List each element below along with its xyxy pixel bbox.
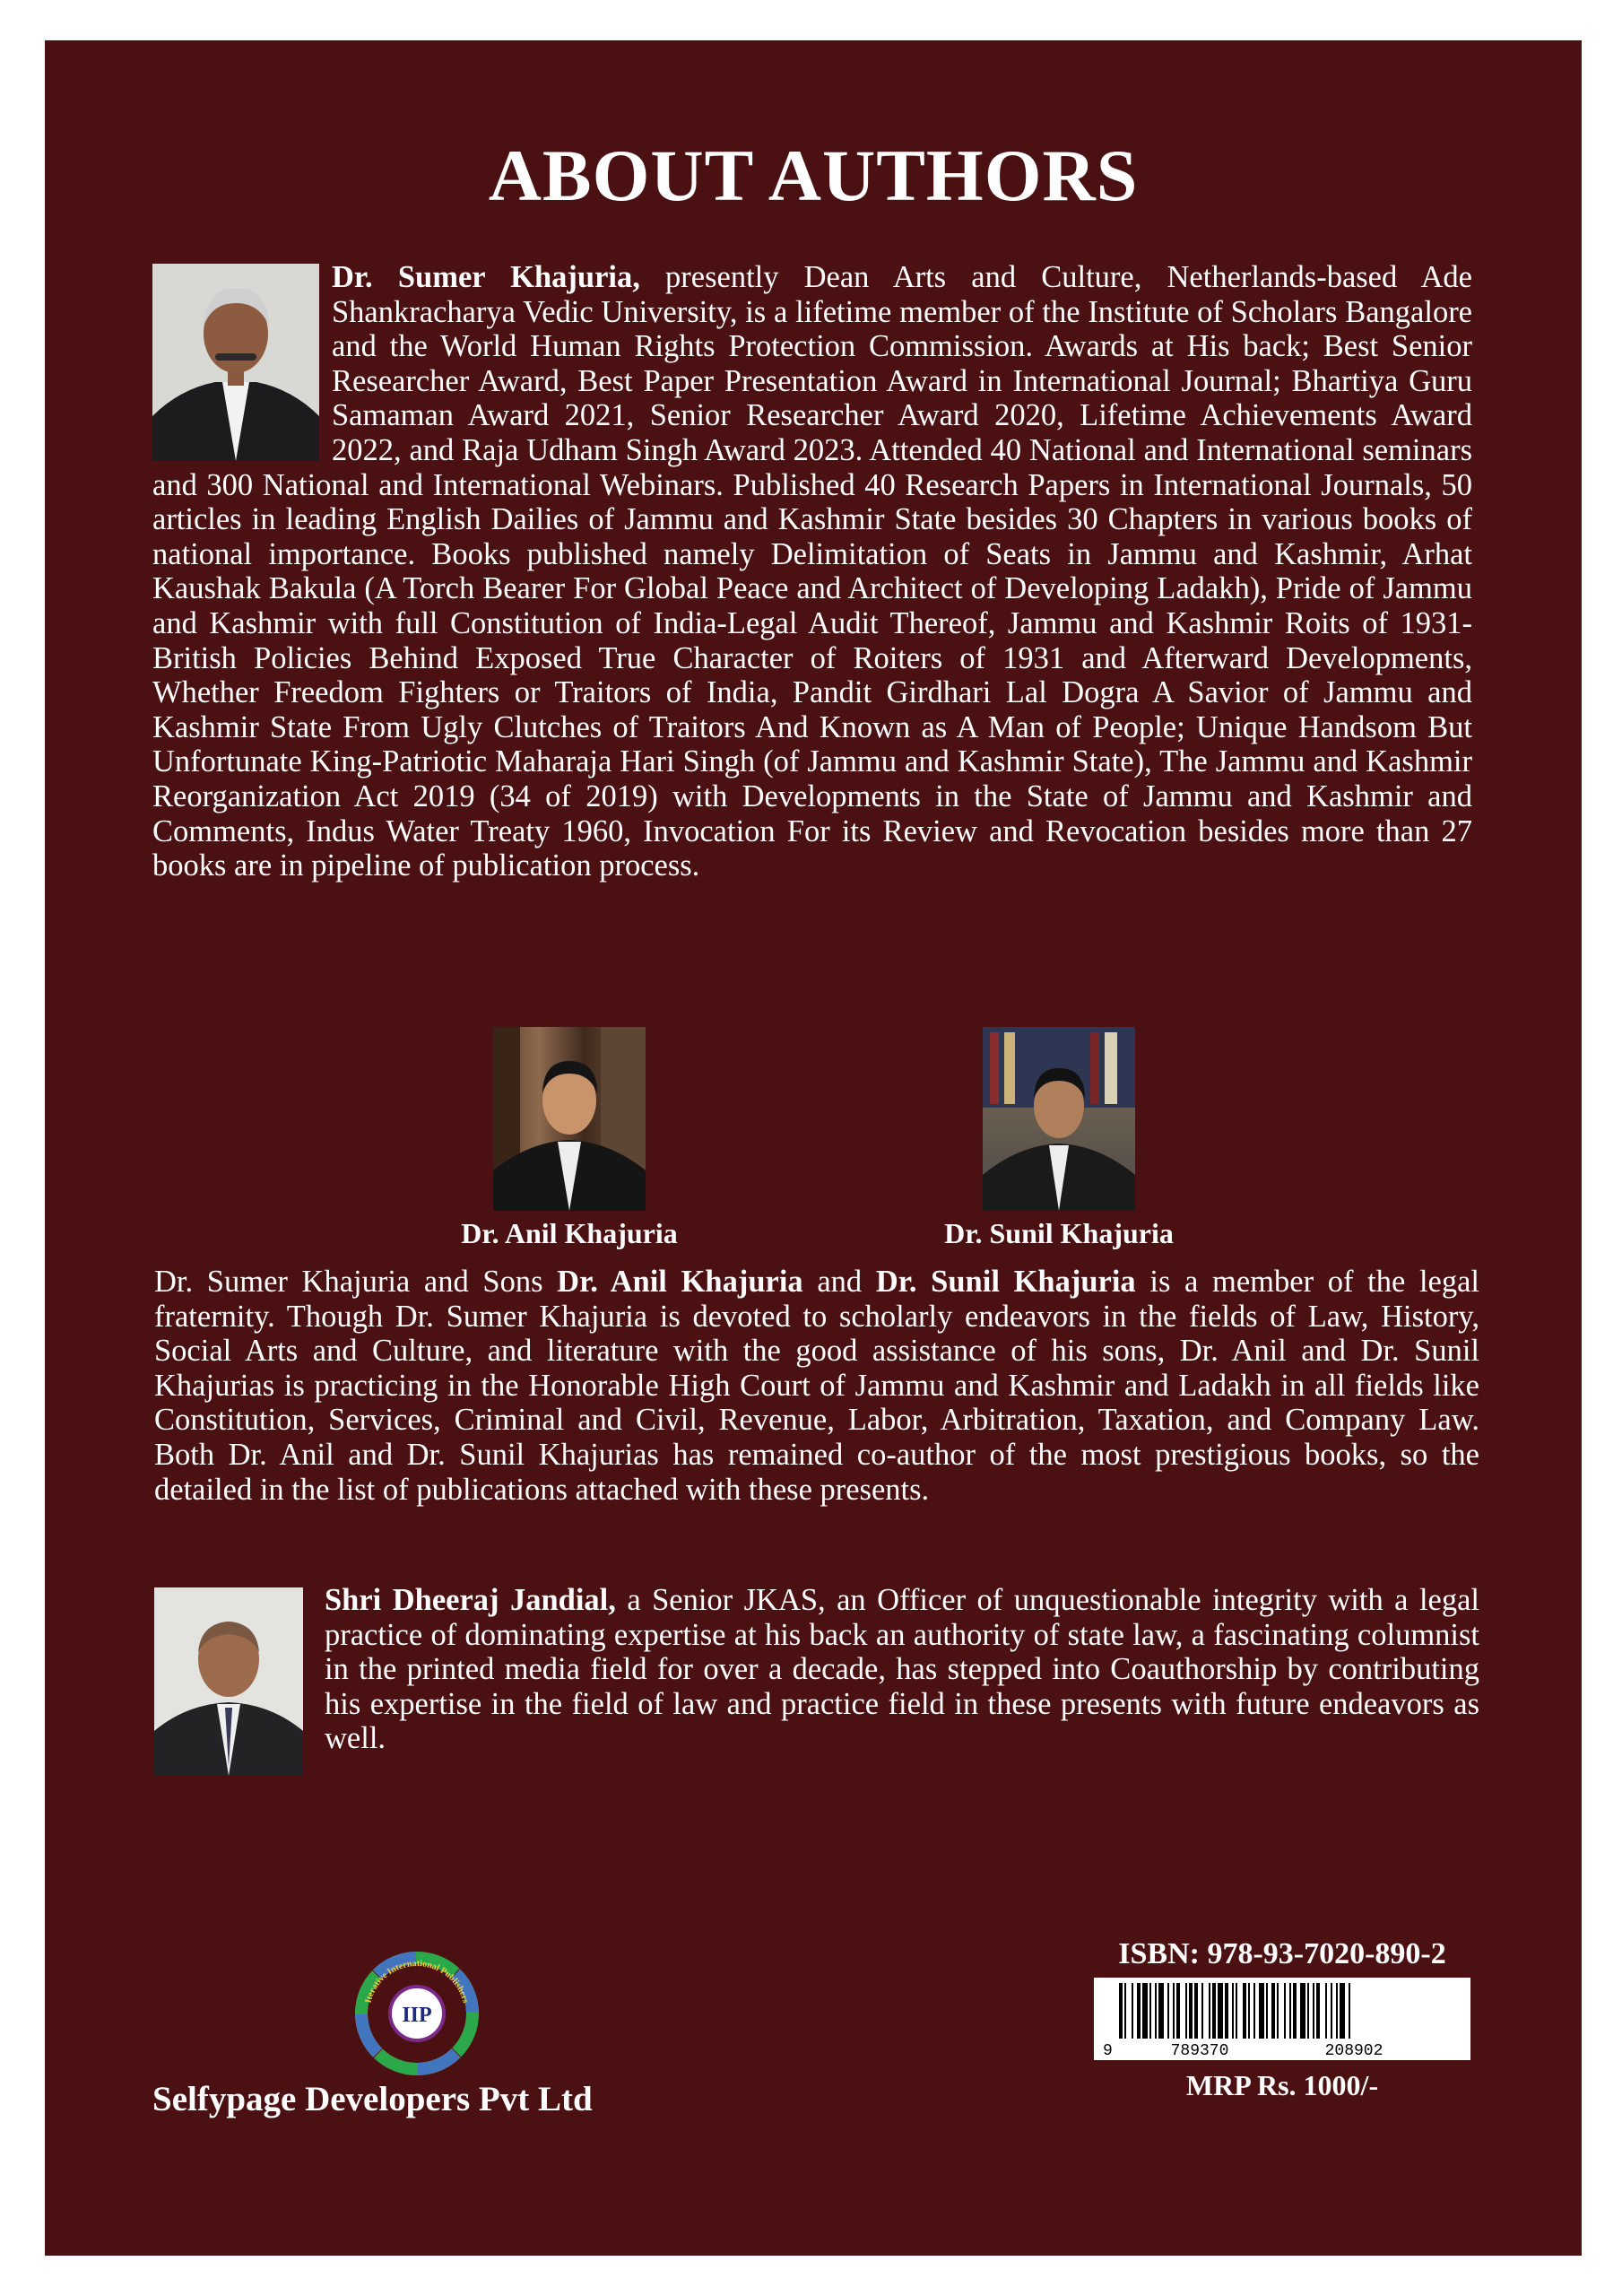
author1-photo [152, 264, 319, 461]
mrp-label: MRP Rs. 1000/- [1185, 2069, 1379, 2101]
barcode-digit-lead: 9 [1103, 2042, 1113, 2060]
barcode-digits-right: 208902 [1324, 2042, 1383, 2060]
publisher-name: Selfypage Developers Pvt Ltd [152, 2080, 593, 2118]
sons-bold-sunil: Dr. Sunil Khajuria [875, 1265, 1136, 1299]
sons-text-and: and [802, 1265, 876, 1299]
page-title: ABOUT AUTHORS [488, 135, 1139, 216]
author1-bio: presently Dean Arts and Culture, Netherlands-based Ade Shankracharya Vedic University, is a lifetime member of the Institute of Scholars Bangalore and the World Human Rights Protection Commission. Awards at His back; Best Senior Researcher Award, Best Paper Presentation Award in International Journal; Bhartiya Guru Samaman Award 2021, Senior Researcher Award 2020, Lifetime Achievements Award 2022, and Raja Udham Singh Award 2023. Attended 40 National and International seminars and 300 National and International Webinars. Published 40 Research Papers in International Journals, 50 articles in leading English Dailies of Jammu and Kashmir State besides 30 Chapters in various books of national importance. Books published namely Delimitation of Seats in Jammu and Kashmir, Arhat Kaushak Bakula (A Torch Bearer For Global Peace and Architect of Developing Ladakh), Pride of Jammu and Kashmir with full Constitution of India-Legal Audit Thereof, Jammu and Kashmir Roits of 1931-British Policies Behind Exposed True Character of Roiters of 1931 and Afterward Developments, Whether Freedom Fighters or Traitors of India, Pandit Girdhari Lal Dogra A Savior of Jammu and Kashmir State From Ugly Clutches of Traitors And Known as A Man of People; Unique Handsom But Unfortunate King-Patriotic Maharaja Hari Singh (of Jammu and Kashmir State), The Jammu and Kashmir Reorganization Act 2019 (34 of 2019) with Developments in the State of Jammu and Kashmir and Comments, Indus Water Treaty 1960, Invocation For its Review and Revocation besides more than 27 books are in pipeline of publication process. [152, 260, 1472, 883]
author3-bio-paragraph [154, 1583, 1479, 1781]
publisher-logo [350, 1946, 484, 2081]
author3-name: Shri Dheeraj Jandial, [325, 1583, 616, 1617]
sons-text-rest: is a member of the legal fraternity. Though Dr. Sumer Khajuria is devoted to scholarly endeavors in the fields of Law, History, Social Arts and Culture, and literature with the good assistance of his sons, Dr. Anil and Dr. Sunil Khajurias is practicing in the Honorable High Court of Jammu and Kashmir and Ladakh in all fields like Constitution, Services, Criminal and Civil, Revenue, Labor, Arbitration, Taxation, and Company Law. Both Dr. Anil and Dr. Sunil Khajurias has remained co-author of the most prestigious books, so the detailed in the list of publications attached with these presents. [154, 1265, 1479, 1507]
author3-photo [154, 1587, 303, 1776]
isbn-label: ISBN: 978-93-7020-890-2 [1118, 1937, 1446, 1970]
person-silhouette-icon [493, 1027, 646, 1211]
anil-khajuria-caption: Dr. Anil Khajuria [461, 1217, 678, 1249]
sons-text-start: Dr. Sumer Khajuria and Sons [154, 1265, 558, 1299]
logo-arc-text: Iterative International Publishers [363, 1958, 471, 2005]
person-silhouette-icon [154, 1587, 303, 1776]
barcode-icon [1094, 1978, 1470, 2060]
person-silhouette-icon [152, 264, 319, 461]
isbn-barcode [1094, 1978, 1470, 2060]
sunil-khajuria-photo [983, 1027, 1135, 1211]
sons-bold-anil: Dr. Anil Khajuria [557, 1265, 803, 1299]
author3-bio: a Senior JKAS, an Officer of unquestionable integrity with a legal practice of dominating expertise at his back an authority of state law, a fascinating columnist in the printed media field for over a decade, has stepped into Coauthorship by contributing his expertise in the field of law and practice field in these presents with future endeavors as well. [325, 1583, 1479, 1756]
author1-name: Dr. Sumer Khajuria, [332, 260, 640, 294]
anil-khajuria-photo [493, 1027, 646, 1211]
barcode-digits-left: 789370 [1170, 2042, 1229, 2060]
person-silhouette-icon [983, 1027, 1135, 1211]
sons-paragraph [154, 1265, 1479, 1507]
sunil-khajuria-caption: Dr. Sunil Khajuria [944, 1217, 1174, 1249]
iip-logo-icon [350, 1946, 484, 2081]
logo-text: IIP [402, 2004, 432, 2027]
author1-bio-paragraph [152, 260, 1472, 883]
back-cover [45, 40, 1582, 2256]
